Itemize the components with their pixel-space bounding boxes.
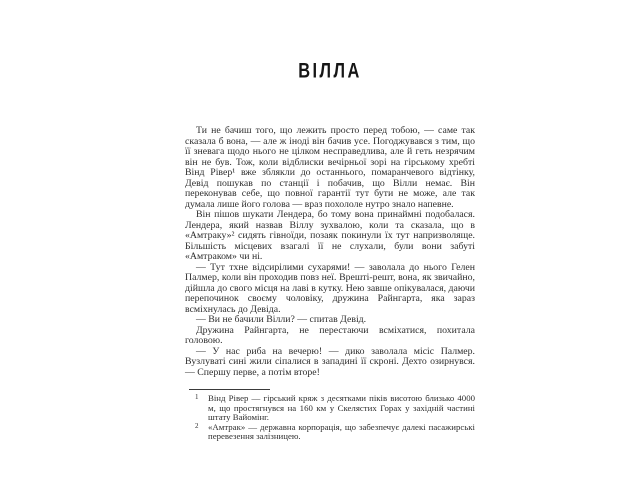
chapter-title: ВІЛЛА	[298, 59, 362, 83]
body-paragraph: Він пішов шукати Лендера, бо тому вона принаймні подобалася. Лендера, який назвав Віллу зухвалою, коли та сказала, що в «Амтраку»² сидять гівноїди, позаяк покинули їх тут напризволяще. Більшість місцевих взагалі її не слухали, були вони забуті «Амтраком» чи ні.	[185, 209, 475, 262]
text-column	[185, 0, 475, 480]
footnote	[185, 394, 475, 423]
footnotes	[185, 394, 475, 442]
footnote	[185, 423, 475, 442]
footnote-block	[185, 389, 475, 442]
body-paragraph: — Ви не бачили Вілли? — спитав Девід.	[196, 314, 367, 325]
body-paragraph: — Тут тхне відсирілими сухарями! — заволала до нього Гелен Палмер, коли він проходив повз неї. Врешті-решт, вона, як звичайно, дійшла до свого місця на лаві в кутку. Нею завше опікувалася, даючи перепочинок своєму чоловіку, дружина Райнгарта, яка зараз всміхнулась до Девіда.	[185, 261, 475, 315]
footnote-divider	[189, 389, 270, 390]
footnote-text: «Амтрак» — державна корпорація, що забезпечує далекі пасажирські перевезення залізницею.	[208, 421, 475, 442]
body-text	[185, 126, 475, 378]
footnote-number: 1	[195, 393, 199, 401]
body-paragraph: Ти не бачиш того, що лежить просто перед тобою, — саме так сказала б вона, — але ж іноді він бачив усе. Погоджувався з тим, що її зневага щодо нього не цілком несправедлива, але й геть незрячим він не був. Тож, коли відблиски вечірньої зорі на гірському хребті Вінд Рівер¹ вже зблякли до останнього, помаранчевого відтінку, Девід пошукав по станції і побачив, що Вілли немає. Він переконував себе, що повної гарантії тут бути не може, але так думала лише його голова — враз похололе нутро знало напевне.	[185, 125, 475, 210]
body-paragraph: — У нас риба на вечерю! — дико заволала місіс Палмер. Вузлуваті сині жили сіпалися в западині її скроні. Дехто озирнувся. — Спершу перве, а потім вторе!	[185, 345, 475, 378]
footnote-text: Вінд Рівер — гірський кряж з десятками піків висотою близько 4000 м, що простягнувся на 160 км у Скелястих Горах у західній частині штату Вайомінг.	[208, 393, 475, 423]
body-paragraph: Дружина Райнгарта, не перестаючи всміхатися, похитала головою.	[185, 324, 475, 346]
footnote-number: 2	[195, 421, 199, 430]
